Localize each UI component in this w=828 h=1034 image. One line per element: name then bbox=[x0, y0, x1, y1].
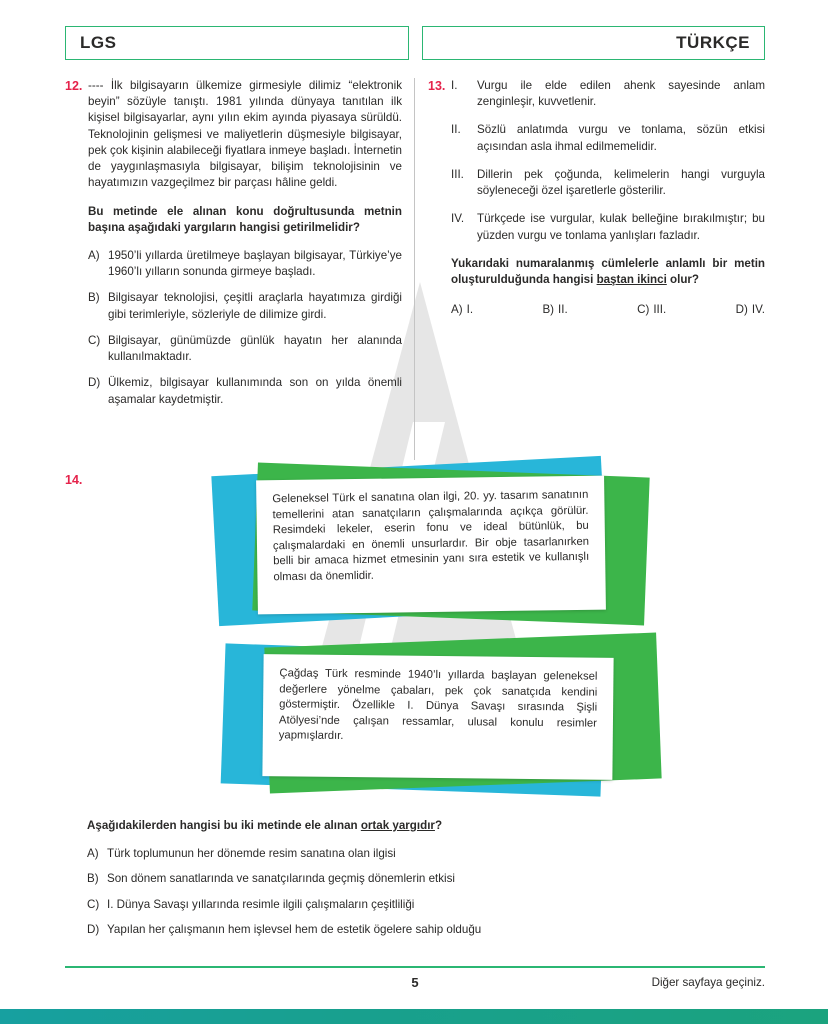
left-column bbox=[65, 78, 402, 418]
header-exam-box bbox=[65, 26, 409, 60]
stem-text: Aşağıdakilerden hangisi bu iki metinde ele alınan bbox=[87, 819, 361, 832]
sentence-text: Dillerin pek çoğunda, kelimelerin hangi vurguyla söyleneceği özel işaretlerle gösterilir. bbox=[477, 167, 765, 198]
option-text: 1950’li yıllarda üretilmeye başlayan bilgisayar, Türkiye’ye 1960’lı yılların sonunda girmeye başladı. bbox=[108, 248, 402, 279]
question-12-stem: Bu metinde ele alınan konu doğrultusunda metnin başına aşağıdaki yargıların hangisi getirilmelidir? bbox=[88, 204, 402, 234]
text-box-2 bbox=[227, 640, 647, 792]
option-letter: D) bbox=[88, 376, 101, 390]
option-letter: C) bbox=[637, 303, 650, 317]
sentence-text: Türkçede ise vurgular, kulak belleğine bırakılmıştır; bu yüzden vurgu ve tonlama yanlışları fazladır. bbox=[477, 212, 765, 242]
question-13 bbox=[428, 78, 765, 318]
option-row bbox=[542, 302, 567, 318]
question-13-options bbox=[451, 302, 765, 318]
option-letter: C) bbox=[88, 333, 101, 347]
question-14-text-boxes bbox=[227, 466, 647, 792]
text-box-1 bbox=[227, 466, 647, 624]
option-letter: A) bbox=[87, 847, 99, 861]
sentence-numeral: IV. bbox=[451, 212, 465, 226]
question-14-options bbox=[65, 846, 765, 938]
question-14-number: 14. bbox=[65, 473, 83, 487]
option-letter: A) bbox=[451, 303, 463, 317]
subject-title: TÜRKÇE bbox=[676, 33, 750, 52]
option-text: I. Dünya Savaşı yıllarında resimle ilgili çalışmaların çeşitliliği bbox=[107, 897, 415, 911]
page-number: 5 bbox=[411, 975, 419, 990]
numbered-sentence bbox=[451, 122, 765, 154]
option-text: Ülkemiz, bilgisayar kullanımında son on yılda önemli aşamalar kaydetmiştir. bbox=[108, 376, 402, 406]
sentence-numeral: I. bbox=[451, 79, 458, 92]
option-row bbox=[87, 871, 765, 887]
stem-text: Yukarıdaki numaralanmış cümlelerle anlamlı bir metin oluşturulduğunda hangisi bbox=[451, 256, 765, 286]
option-letter: D) bbox=[735, 303, 748, 317]
option-letter: A) bbox=[88, 248, 100, 262]
option-text: III. bbox=[653, 303, 667, 317]
option-row bbox=[88, 290, 402, 322]
option-row bbox=[88, 375, 402, 407]
option-text: I. bbox=[466, 303, 474, 317]
option-letter: D) bbox=[87, 922, 100, 936]
text-box-1-panel: Geleneksel Türk el sanatına olan ilgi, 20. yy. tasarım sanatının temellerini atan sanatçıların çalışmalarında açıkça görülür. Resimdeki lekeler, eserin fonu ve ideal bütünlük, bu çalışmalardaki en önemli unsurlardır. Bir obje tasarlanırken belli bir amaca hizmet etmesinin yanı sıra estetik ve kullanışlı olması da önemlidir. bbox=[256, 476, 606, 615]
numbered-sentence bbox=[451, 211, 765, 243]
next-page-note: Diğer sayfaya geçiniz. bbox=[651, 976, 765, 989]
option-text: IV. bbox=[751, 303, 765, 317]
question-14 bbox=[65, 466, 765, 947]
question-13-items bbox=[451, 78, 765, 244]
option-row bbox=[88, 248, 402, 280]
option-text: Son dönem sanatlarında ve sanatçılarında geçmiş dönemlerin etkisi bbox=[107, 872, 456, 886]
option-row bbox=[87, 897, 765, 913]
question-12-number: 12. bbox=[65, 79, 83, 93]
sentence-numeral: III. bbox=[451, 167, 464, 181]
option-text: II. bbox=[558, 303, 568, 317]
header-subject-box bbox=[422, 26, 766, 60]
question-12-body: ---- İlk bilgisayarın ülkemize girmesiyle dilimiz “elektronik beyin” sözüyle tanıştı. 1981 yılında dünyaya tanıtılan ilk kişisel bilgisayarlar, aynı yılın ekim ayında piyasaya sürüldü. Teknolojinin gelişmesi ve maliyetlerin düşmesiyle bilgisayar, pek çok kişinin alabileceği fiyatlara inmeye başladı. İnternetin de yaygınlaşmasıyla bilgisayar, bilişim teknolojisinin ve hayatımızın vazgeçilmez bir parçası hâline geldi. bbox=[88, 79, 402, 190]
question-12-options bbox=[88, 248, 402, 408]
exam-title: LGS bbox=[80, 33, 117, 52]
numbered-sentence bbox=[451, 167, 765, 199]
option-row bbox=[736, 302, 765, 318]
sentence-text: Sözlü anlatımda vurgu ve tonlama, sözün etkisi açısından asla ihmal edilmemelidir. bbox=[477, 123, 765, 153]
option-text: Bilgisayar, günümüzde günlük hayatın her alanında kullanılmaktadır. bbox=[108, 333, 402, 364]
option-text: Yapılan her çalışmanın hem işlevsel hem de estetik ögelere sahip olduğu bbox=[107, 922, 482, 936]
option-letter: B) bbox=[88, 291, 100, 305]
question-13-number: 13. bbox=[428, 79, 446, 93]
question-12 bbox=[65, 78, 402, 408]
question-13-stem bbox=[451, 256, 765, 288]
stem-text: olur? bbox=[666, 272, 699, 286]
stem-underlined-text: ortak yargıdır bbox=[360, 819, 435, 832]
option-row bbox=[87, 922, 765, 938]
page-header bbox=[65, 26, 765, 60]
option-row bbox=[88, 333, 402, 365]
question-14-stem bbox=[87, 818, 765, 834]
stem-underlined-text: baştan ikinci bbox=[596, 272, 667, 286]
option-letter: B) bbox=[87, 872, 99, 886]
text-box-2-panel: Çağdaş Türk resminde 1940’lı yıllarda başlayan geleneksel değerlere yönelme çabaları, pek çok sanatçıda kendini göstermiştir. Özellikle I. Dünya Savaşı sırasında Şişli Atölyesi’nde çalışan ressamlar, ulusal konulu resimler yapmışlardır. bbox=[262, 654, 613, 780]
numbered-sentence bbox=[451, 78, 765, 110]
sentence-numeral: II. bbox=[451, 123, 461, 137]
option-letter: B) bbox=[542, 303, 555, 317]
right-column bbox=[428, 78, 765, 418]
option-row bbox=[637, 302, 666, 318]
option-row bbox=[87, 846, 765, 862]
option-letter: C) bbox=[87, 897, 100, 911]
footer-color-bar bbox=[0, 1009, 828, 1024]
sentence-text: Vurgu ile elde edilen ahenk sayesinde anlam zenginleşir, kuvvetlenir. bbox=[477, 79, 765, 109]
option-text: Türk toplumunun her dönemde resim sanatına olan ilgisi bbox=[107, 847, 396, 861]
question-columns bbox=[65, 78, 765, 418]
option-text: Bilgisayar teknolojisi, çeşitli araçlarla hayatımıza girdiği gibi terimleriyle, sözleriyle de dilimize girdi. bbox=[108, 291, 402, 321]
column-divider bbox=[414, 78, 415, 460]
option-row bbox=[451, 302, 473, 318]
page-footer bbox=[65, 966, 765, 990]
stem-text: ? bbox=[434, 819, 443, 832]
